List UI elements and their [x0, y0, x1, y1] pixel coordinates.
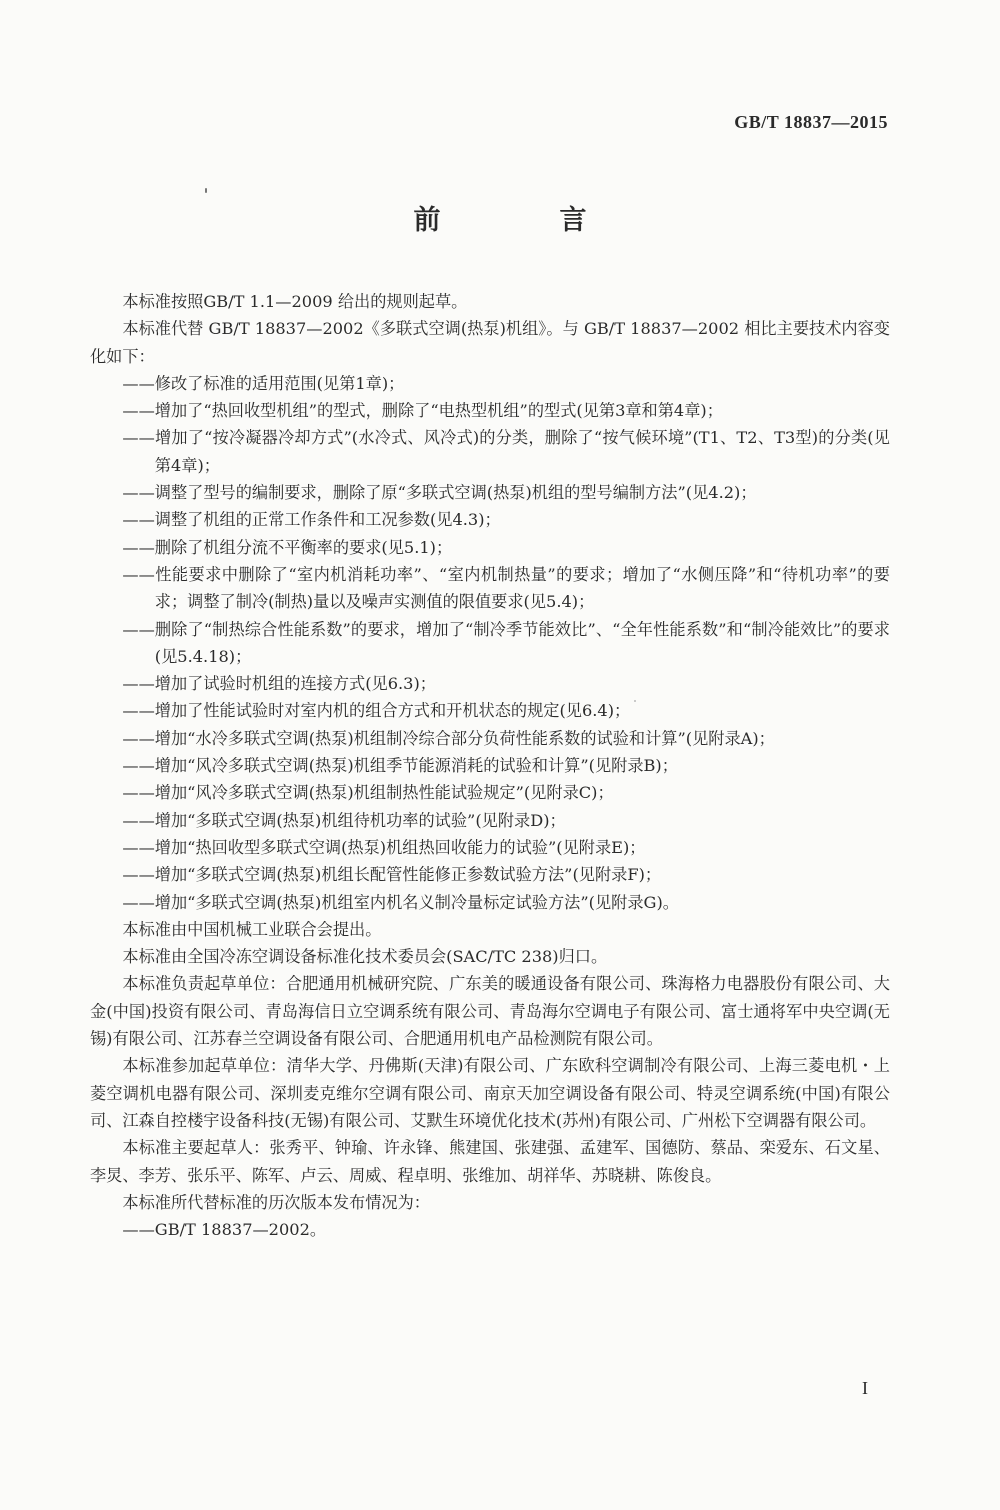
page-title: 前 言 — [413, 205, 633, 236]
paragraph: 本标准主要起草人：张秀平、钟瑜、许永锋、熊建国、张建强、孟建军、国德防、蔡品、栾爱东、石文星、李炅、李芳、张乐平、陈军、卢云、周威、程卓明、张维加、胡祥华、苏晓耕、陈俊良。 — [90, 1138, 890, 1185]
paragraph: 本标准所代替标准的历次版本发布情况为： — [122, 1192, 430, 1212]
list-item: ——增加“多联式空调(热泵)机组室内机名义制冷量标定试验方法”(见附录G)。 — [122, 892, 679, 912]
paragraph: 本标准参加起草单位：清华大学、丹佛斯(天津)有限公司、广东欧科空调制冷有限公司、上海三菱电机・上菱空调机电器有限公司、深圳麦克维尔空调有限公司、南京天加空调设备有限公司、特灵空调系统(中国)有限公司、江森自控楼宇设备科技(无锡)有限公司、艾默生环境优化技术(苏州)有限公司、广州松下空调器有限公司。 — [90, 1056, 890, 1130]
changes-list — [90, 370, 890, 916]
list-item: ——增加了“按冷凝器冷却方式”(水冷式、风冷式)的分类，删除了“按气候环境”(T1、T2、T3型)的分类(见第4章)； — [122, 428, 890, 475]
page-number: I — [862, 1378, 868, 1398]
list-item: ——增加“水冷多联式空调(热泵)机组制冷综合部分负荷性能系数的试验和计算”(见附录A)； — [122, 728, 775, 748]
list-item: ——删除了机组分流不平衡率的要求(见5.1)； — [122, 537, 453, 557]
list-item: ——增加“风冷多联式空调(热泵)机组制热性能试验规定”(见附录C)； — [122, 783, 614, 803]
list-item: ——性能要求中删除了“室内机消耗功率”、“室内机制热量”的要求；增加了“水侧压降”和“待机功率”的要求；调整了制冷(制热)量以及噪声实测值的限值要求(见5.4)； — [122, 564, 890, 612]
paragraph: 本标准负责起草单位：合肥通用机械研究院、广东美的暖通设备有限公司、珠海格力电器股份有限公司、大金(中国)投资有限公司、青岛海信日立空调系统有限公司、青岛海尔空调电子有限公司、富士通将军中央空调(无锡)有限公司、江苏春兰空调设备有限公司、合肥通用机电产品检测院有限公司。 — [90, 974, 890, 1049]
standard-code: GB/T 18837—2015 — [734, 112, 888, 132]
list-item: ——调整了机组的正常工作条件和工况参数(见4.3)； — [122, 510, 501, 530]
list-item: ——增加了试验时机组的连接方式(见6.3)； — [122, 674, 436, 694]
list-item: ——GB/T 18837—2002。 — [122, 1220, 327, 1240]
list-item: ——增加“多联式空调(热泵)机组待机功率的试验”(见附录D)； — [122, 810, 566, 830]
list-item: ——修改了标准的适用范围(见第1章)； — [122, 373, 405, 393]
list-item: ——增加了“热回收型机组”的型式，删除了“电热型机组”的型式(见第3章和第4章)； — [122, 401, 723, 421]
paragraph: 本标准由全国冷冻空调设备标准化技术委员会(SAC/TC 238)归口。 — [122, 947, 608, 967]
paragraph: 本标准代替 GB/T 18837—2002《多联式空调(热泵)机组》。与 GB/T 18837—2002 相比主要技术内容变化如下： — [90, 319, 890, 366]
previous-editions-list — [90, 1216, 890, 1243]
scan-speck — [634, 700, 636, 702]
list-item: ——增加了性能试验时对室内机的组合方式和开机状态的规定(见6.4)； — [122, 701, 631, 721]
list-item: ——调整了型号的编制要求，删除了原“多联式空调(热泵)机组的型号编制方法”(见4.2)； — [122, 483, 757, 503]
preface-body — [90, 288, 890, 1243]
list-item: ——增加“风冷多联式空调(热泵)机组季节能源消耗的试验和计算”(见附录B)； — [122, 756, 678, 776]
paragraph: 本标准按照GB/T 1.1—2009 给出的规则起草。 — [122, 292, 468, 311]
list-item: ——删除了“制热综合性能系数”的要求，增加了“制冷季节能效比”、“全年性能系数”和“制冷能效比”的要求(见5.4.18)； — [122, 619, 890, 666]
list-item: ——增加“热回收型多联式空调(热泵)机组热回收能力的试验”(见附录E)； — [122, 837, 646, 857]
paragraph: 本标准由中国机械工业联合会提出。 — [122, 919, 382, 939]
scan-speck — [205, 188, 207, 193]
list-item: ——增加“多联式空调(热泵)机组长配管性能修正参数试验方法”(见附录F)； — [122, 865, 662, 885]
